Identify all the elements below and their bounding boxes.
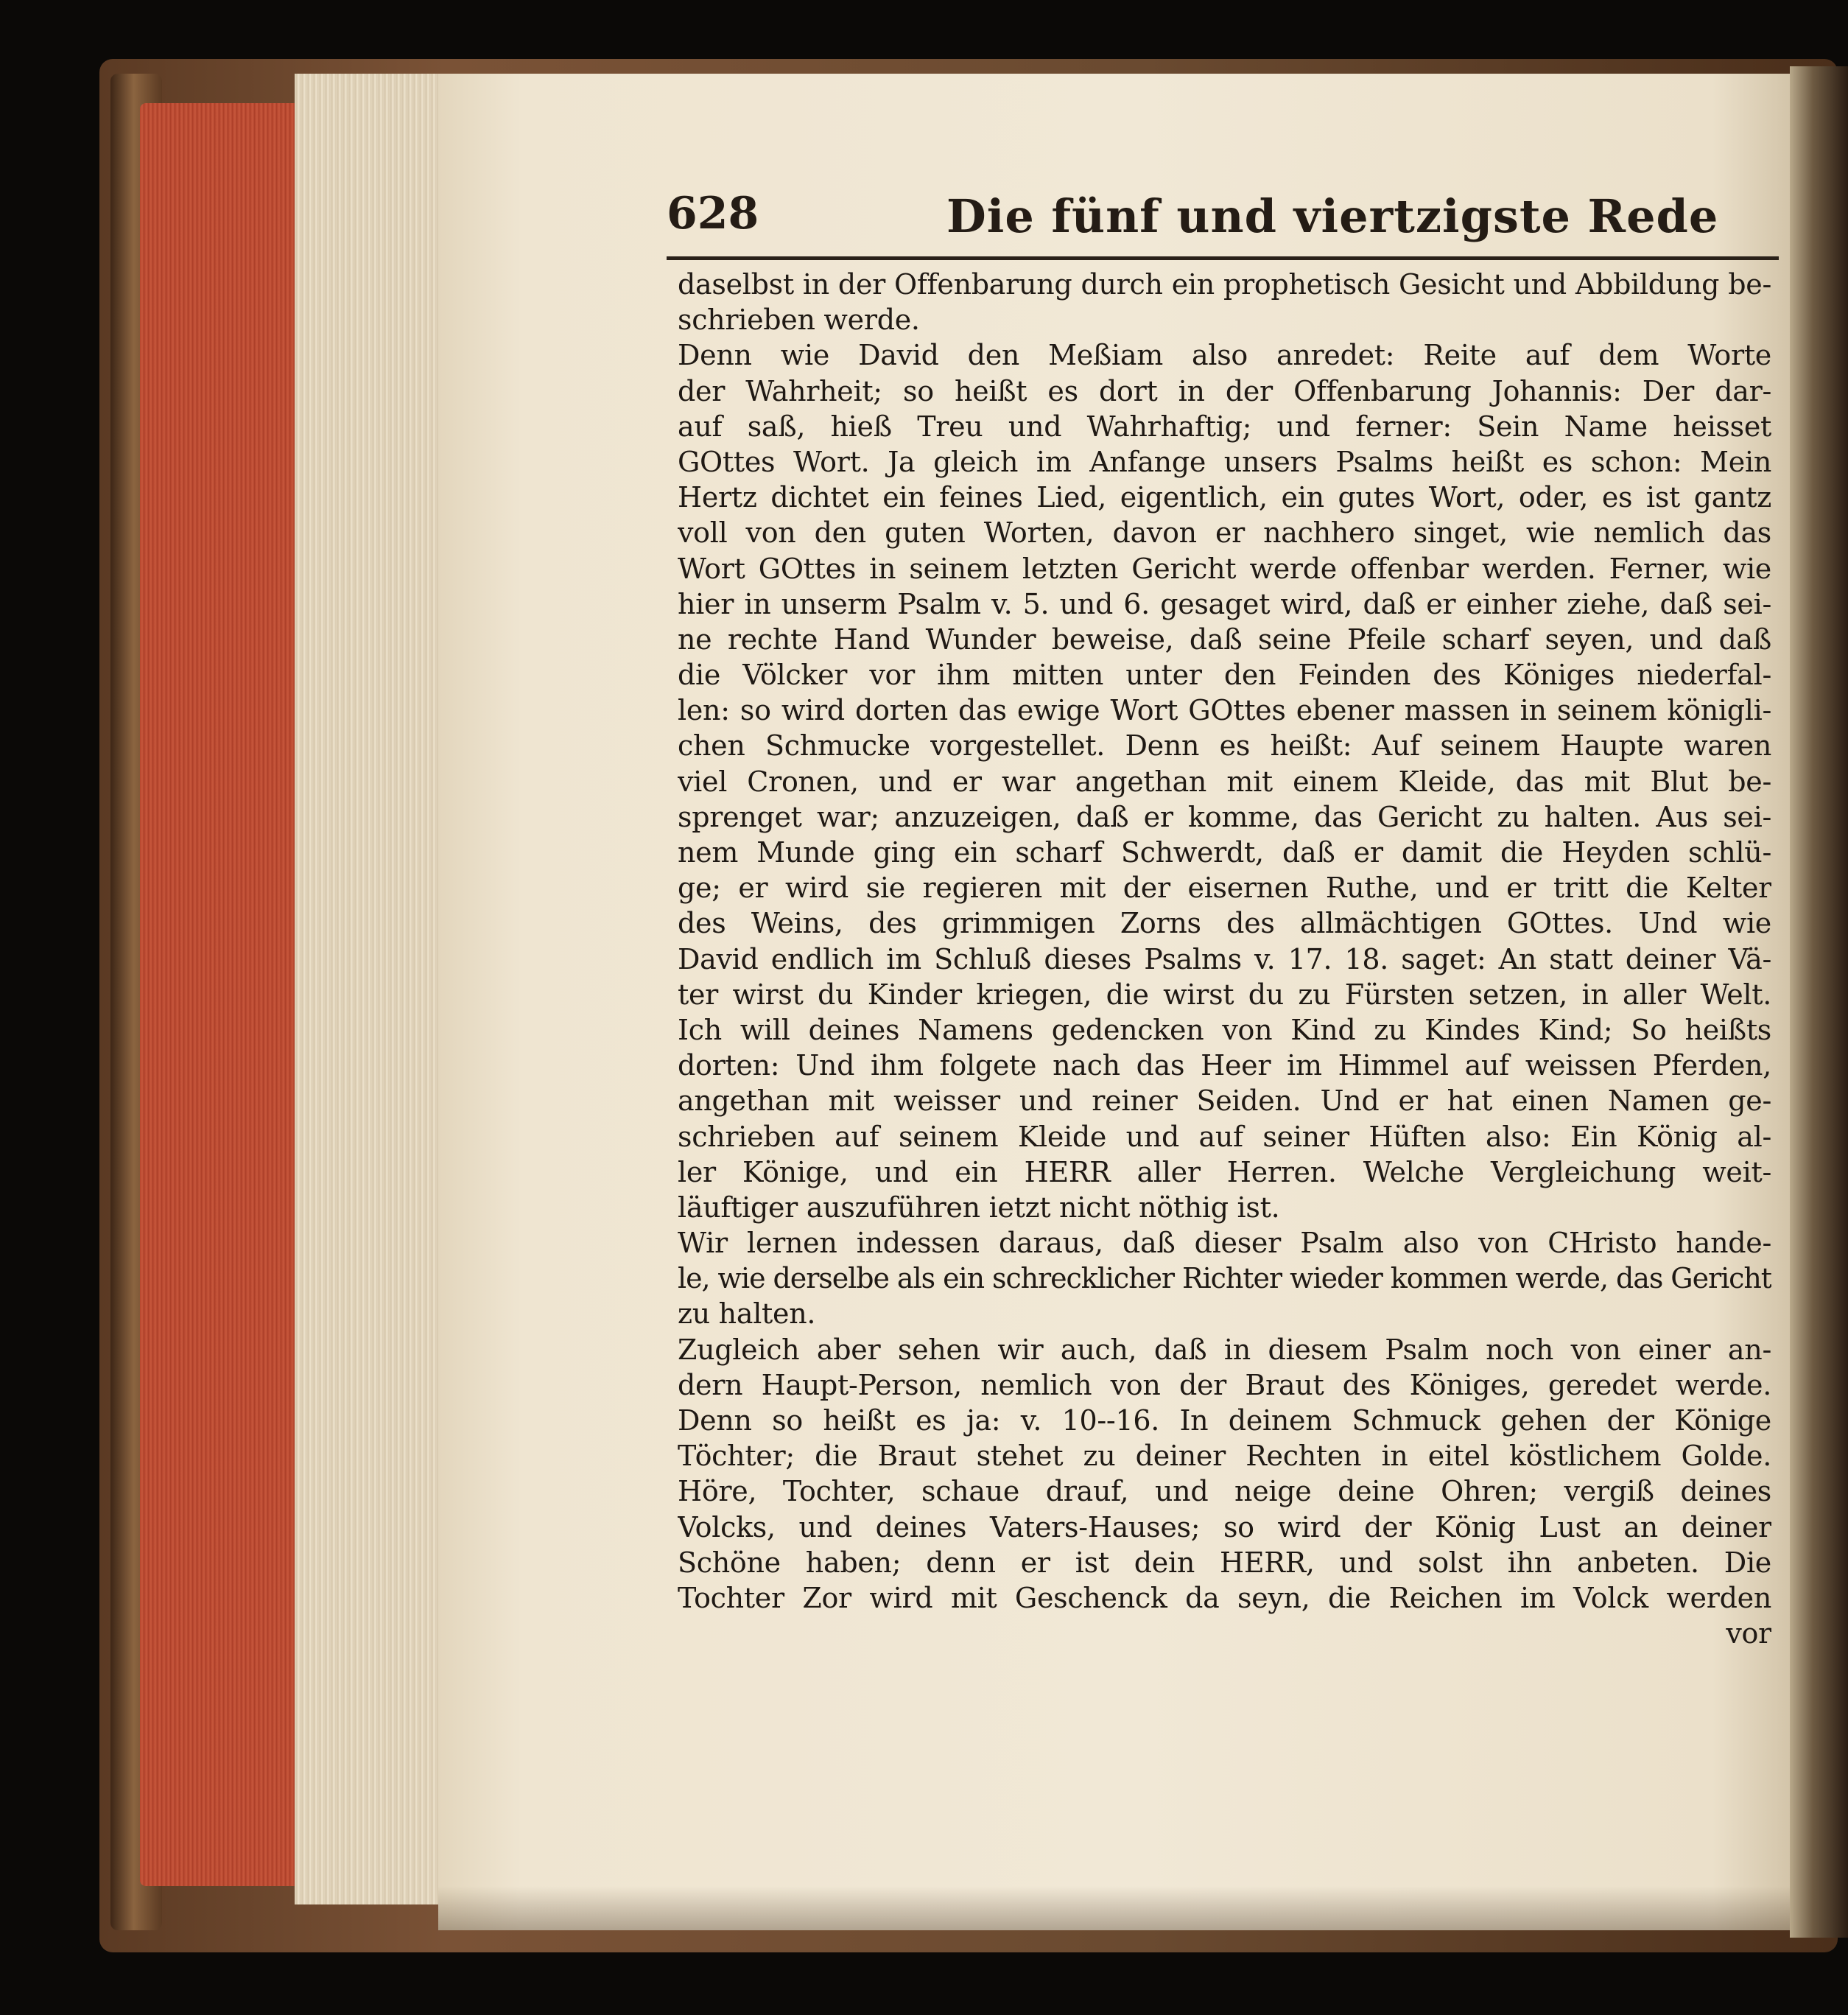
catchword: vor [1726, 1617, 1771, 1650]
text-line: ge; er wird sie regieren mit der eisernen Ruthe, und er tritt die Kelter [678, 872, 1771, 905]
text-line: ler Könige, und ein HERR aller Herren. Welche Vergleichung weit- [678, 1155, 1771, 1188]
text-line: Hertz dichtet ein feines Lied, eigentlich, ein gutes Wort, oder, es ist gantz [678, 481, 1771, 514]
text-line: auf saß, hieß Treu und Wahrhaftig; und ferner: Sein Name heisset [678, 410, 1771, 443]
text-line: GOttes Wort. Ja gleich im Anfange unsers Psalms heißt es schon: Mein [678, 445, 1771, 478]
text-line: Denn so heißt es ja: v. 10--16. In deinem Schmuck gehen der Könige [678, 1404, 1771, 1437]
text-line: chen Schmucke vorgestellet. Denn es heißt: Auf seinem Haupte waren [678, 729, 1771, 763]
page-shadow [438, 1886, 1823, 1930]
text-line: dern Haupt-Person, nemlich von der Braut des Königes, geredet werde. [678, 1368, 1771, 1401]
text-line: Tochter Zor wird mit Geschenck da seyn, die Reichen im Volck werden [678, 1581, 1771, 1614]
header-rule [667, 256, 1779, 260]
text-line: Wir lernen indessen daraus, daß dieser Psalm also von CHristo hande- [678, 1227, 1771, 1260]
text-line: Wort GOttes in seinem letzten Gericht werde offenbar werden. Ferner, wie [678, 552, 1771, 585]
page-header [667, 188, 1779, 254]
text-line: viel Cronen, und er war angethan mit einem Kleide, das mit Blut be- [678, 765, 1771, 798]
book-gutter [1790, 66, 1848, 1938]
text-line: schrieben werde. [678, 304, 920, 337]
running-title: Die fünf und viertzigste Rede [946, 189, 1719, 243]
text-line: Zugleich aber sehen wir auch, daß in diesem Psalm noch von einer an- [678, 1333, 1771, 1366]
text-line: Denn wie David den Meßiam also anredet: Reite auf dem Worte [678, 339, 1771, 372]
text-line: zu halten. [678, 1297, 816, 1331]
text-line: ter wirst du Kinder kriegen, die wirst du zu Fürsten setzen, in aller Welt. [678, 978, 1771, 1011]
page-stack [295, 74, 449, 1904]
text-line: Schöne haben; denn er ist dein HERR, und solst ihn anbeten. Die [678, 1546, 1771, 1579]
text-line: Höre, Tochter, schaue drauf, und neige deine Ohren; vergiß deines [678, 1475, 1771, 1508]
text-line: läuftiger auszuführen ietzt nicht nöthig ist. [678, 1191, 1280, 1224]
text-line: schrieben auf seinem Kleide und auf seiner Hüften also: Ein König al- [678, 1120, 1771, 1153]
text-line: dorten: Und ihm folgete nach das Heer im Himmel auf weissen Pferden, [678, 1049, 1771, 1082]
text-line: voll von den guten Worten, davon er nachhero singet, wie nemlich das [678, 516, 1771, 550]
text-line: sprenget war; anzuzeigen, daß er komme, das Gericht zu halten. Aus sei- [678, 800, 1771, 833]
text-line: des Weins, des grimmigen Zorns des allmächtigen GOttes. Und wie [678, 907, 1771, 940]
text-line: Ich will deines Namens gedencken von Kind zu Kindes Kind; So heißts [678, 1013, 1771, 1046]
text-line: Töchter; die Braut stehet zu deiner Rechten in eitel köstlichem Golde. [678, 1440, 1771, 1473]
text-line: der Wahrheit; so heißt es dort in der Offenbarung Johannis: Der dar- [678, 374, 1771, 407]
page-number: 628 [667, 188, 759, 239]
text-line: die Völcker vor ihm mitten unter den Feinden des Königes niederfal- [678, 659, 1771, 692]
text-line: le, wie derselbe als ein schrecklicher Richter wieder kommen werde, das Gericht [678, 1262, 1771, 1295]
text-line: hier in unserm Psalm v. 5. und 6. gesaget wird, daß er einher ziehe, daß sei- [678, 587, 1771, 620]
text-line: len: so wird dorten das ewige Wort GOttes ebener massen in seinem königli- [678, 694, 1771, 727]
text-line: David endlich im Schluß dieses Psalms v. 17. 18. saget: An statt deiner Vä- [678, 942, 1771, 975]
text-line: angethan mit weisser und reiner Seiden. Und er hat einen Namen ge- [678, 1084, 1771, 1118]
text-line: ne rechte Hand Wunder beweise, daß seine Pfeile scharf seyen, und daß [678, 623, 1771, 656]
text-line: Volcks, und deines Vaters-Hauses; so wird der König Lust an deiner [678, 1510, 1771, 1543]
text-line: daselbst in der Offenbarung durch ein prophetisch Gesicht und Abbildung be- [678, 268, 1771, 301]
body-text [678, 267, 1771, 1651]
text-line: nem Munde ging ein scharf Schwerdt, daß er damit die Heyden schlü- [678, 836, 1771, 869]
red-page-edge [140, 103, 295, 1886]
